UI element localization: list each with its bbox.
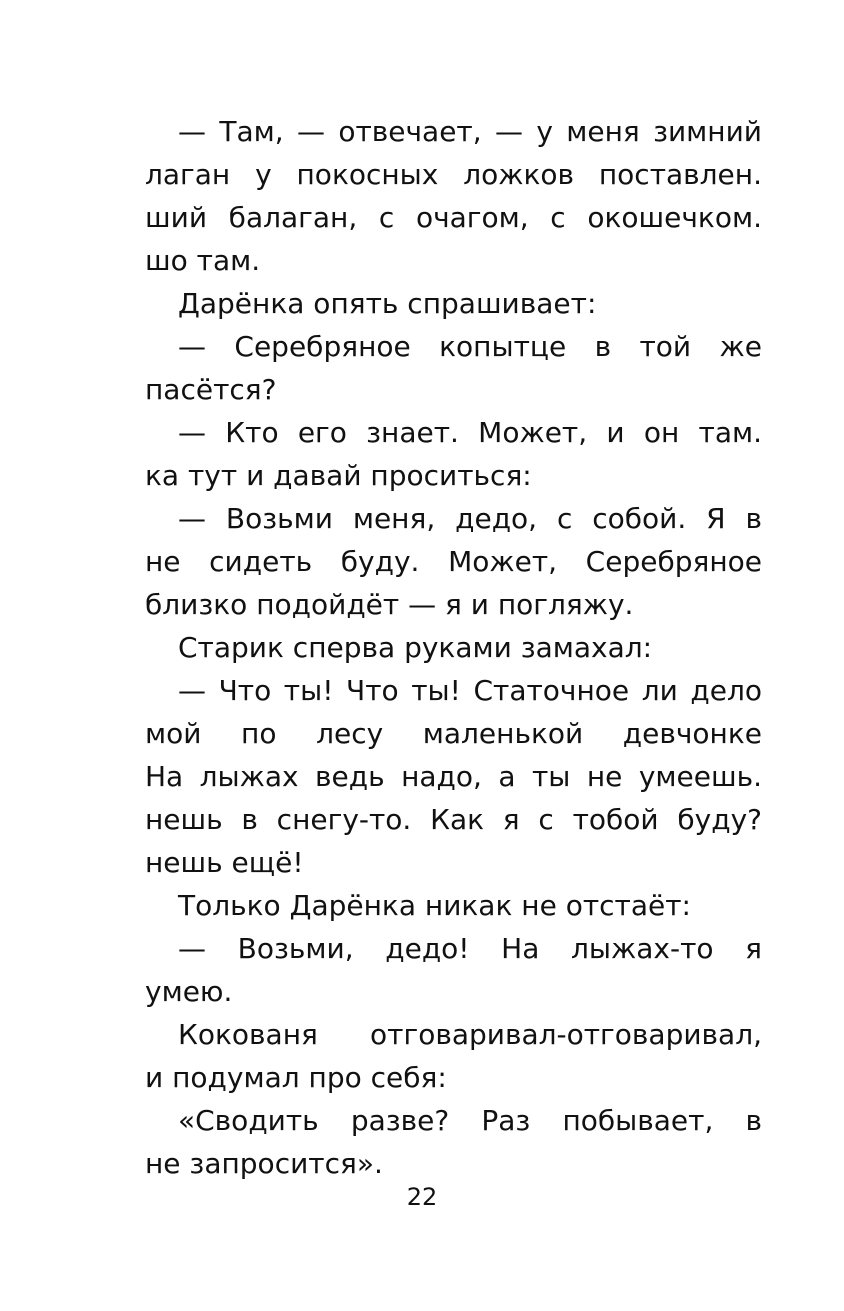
text-line: пасётся?	[145, 373, 277, 406]
text-line: Кокованя отговаривал-отговаривал,	[178, 1018, 762, 1051]
body-text	[145, 110, 762, 1185]
text-line: ший балаган, с очагом, с окошечком.	[145, 201, 762, 234]
text-line: На лыжах ведь надо, а ты не умеешь.	[145, 760, 762, 793]
text-line: лаган у покосных ложков поставлен.	[145, 158, 762, 191]
text-line: и подумал про себя:	[145, 1061, 447, 1094]
text-line: — Там, — отвечает, — у меня зимний	[178, 115, 762, 148]
text-line: Дарёнка опять спрашивает:	[178, 287, 597, 320]
text-line: — Возьми, дедо! На лыжах-то я	[178, 932, 762, 965]
text-line: близко подойдёт — я и погляжу.	[145, 588, 634, 621]
text-line: — Кто его знает. Может, и он там.	[178, 416, 762, 449]
text-line: не сидеть буду. Может, Серебряное	[145, 545, 762, 578]
text-line: — Серебряное копытце в той же	[178, 330, 762, 363]
text-line: — Что ты! Что ты! Статочное ли дело	[178, 674, 762, 707]
text-line: Старик сперва руками замахал:	[178, 631, 653, 664]
text-line: нешь в снегу-то. Как я с тобой буду?	[145, 803, 762, 836]
page-number: 22	[406, 1183, 438, 1211]
text-line: мой по лесу маленькой девчонке	[145, 717, 762, 750]
text-line: — Возьми меня, дедо, с собой. Я в	[178, 502, 762, 535]
text-line: шо там.	[145, 244, 261, 277]
text-line: не запросится».	[145, 1147, 383, 1180]
text-line: «Сводить разве? Раз побывает, в	[178, 1104, 762, 1137]
text-line: ка тут и давай проситься:	[145, 459, 532, 492]
text-line: нешь ещё!	[145, 846, 304, 879]
text-line: Только Дарёнка никак не отстаёт:	[178, 889, 691, 922]
text-line: умею.	[145, 975, 233, 1008]
